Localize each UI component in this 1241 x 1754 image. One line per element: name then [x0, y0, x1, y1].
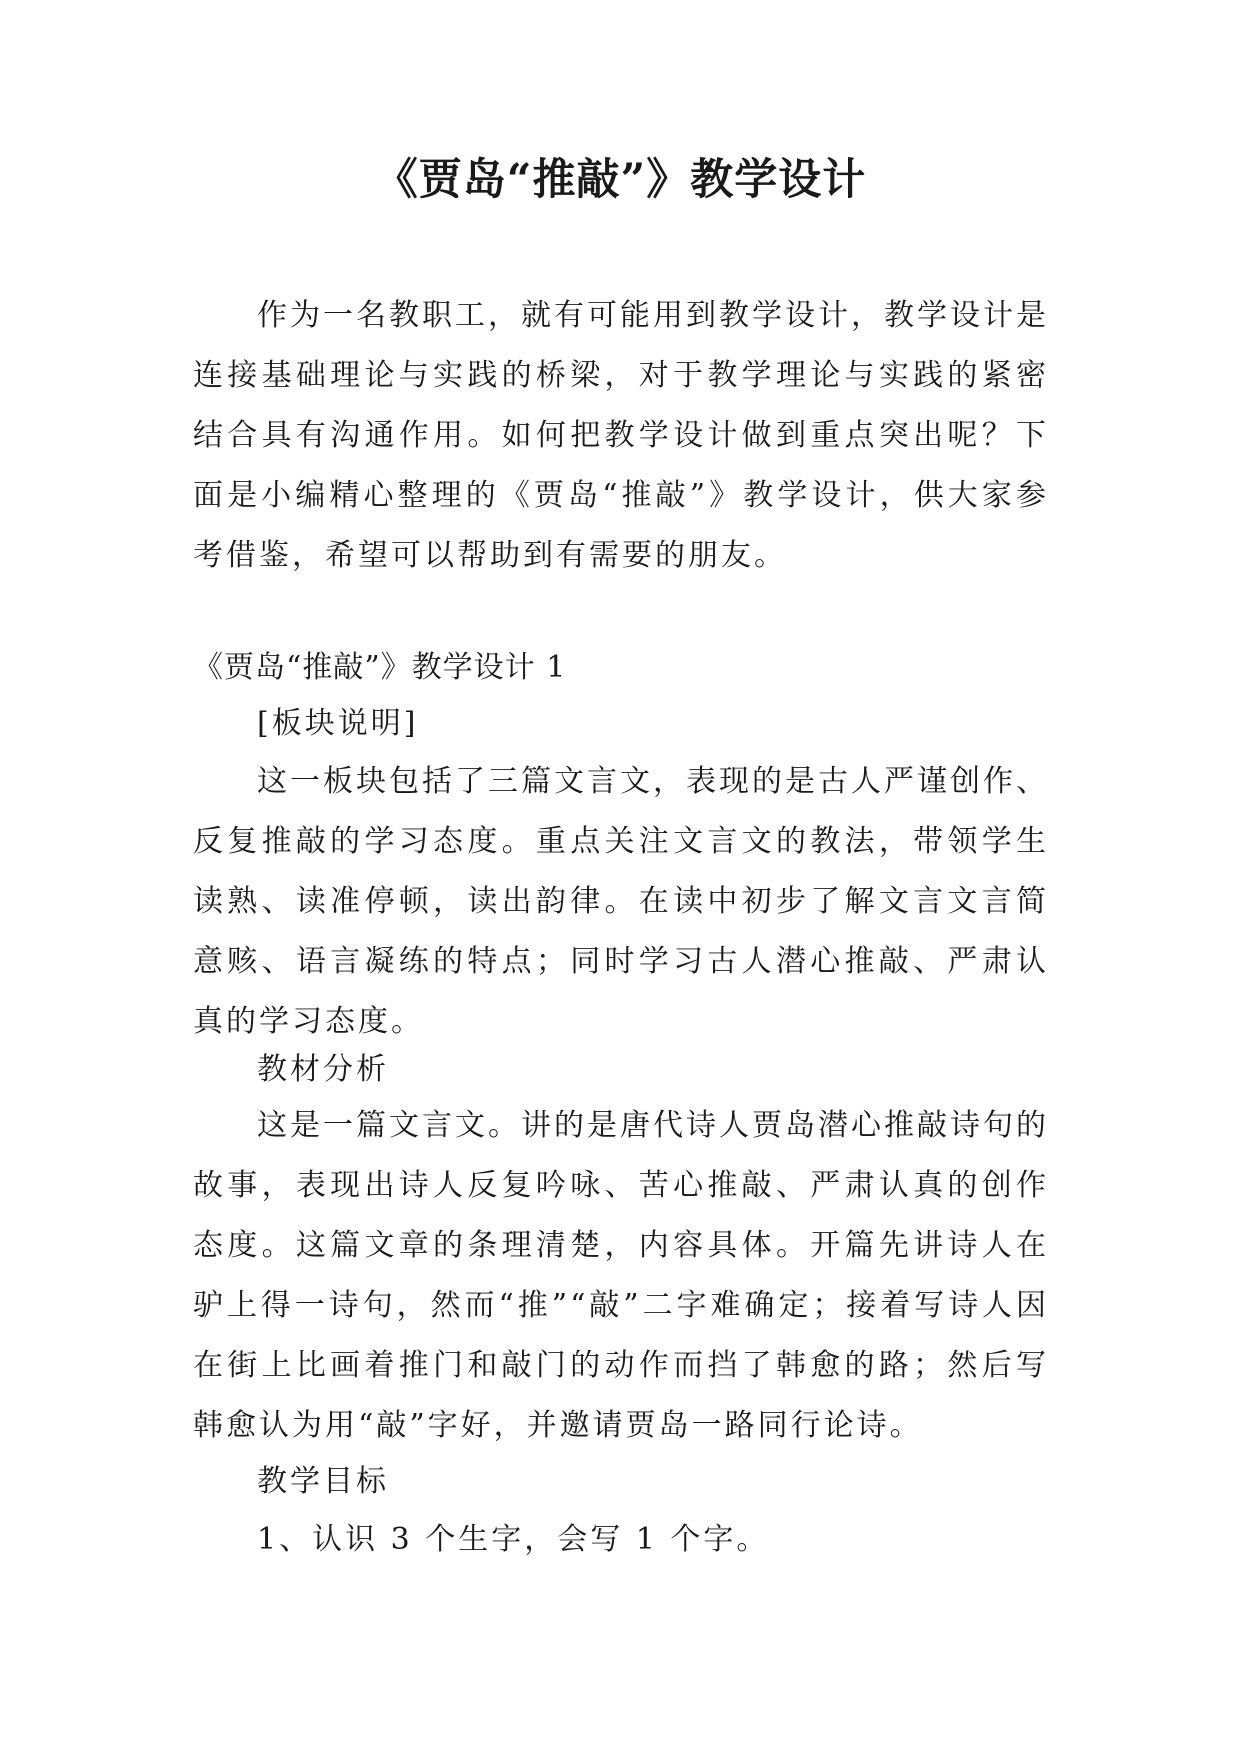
- intro-paragraph: 作为一名教职工，就有可能用到教学设计，教学设计是连接基础理论与实践的桥梁，对于教学理论与实践的紧密结合具有沟通作用。如何把教学设计做到重点突出呢？下面是小编精心整理的《贾岛“推敲”》教学设计，供大家参考借鉴，希望可以帮助到有需要的朋友。: [193, 298, 1049, 573]
- goal-item-1: 1、认识 3 个生字，会写 1 个字。: [257, 1522, 770, 1557]
- document-title: 《贾岛“推敲”》教学设计: [374, 155, 867, 205]
- block-description-paragraph: 这一板块包括了三篇文言文，表现的是古人严谨创作、反复推敲的学习态度。重点关注文言文的教法，带领学生读熟、读准停顿，读出韵律。在读中初步了解文言文言简意赅、语言凝练的特点；同时学习古人潜心推敲、严肃认真的学习态度。: [193, 764, 1049, 1039]
- goals-heading: 教学目标: [257, 1464, 389, 1499]
- analysis-paragraph: 这是一篇文言文。讲的是唐代诗人贾岛潜心推敲诗句的故事，表现出诗人反复吟咏、苦心推敲、严肃认真的创作态度。这篇文章的条理清楚，内容具体。开篇先讲诗人在驴上得一诗句，然而“推”“敲”二字难确定；接着写诗人因在街上比画着推门和敲门的动作而挡了韩愈的路；然后写韩愈认为用“敲”字好，并邀请贾岛一路同行论诗。: [193, 1108, 1049, 1443]
- section-title: 《贾岛“推敲”》教学设计 1: [193, 650, 567, 685]
- analysis-heading: 教材分析: [257, 1052, 389, 1087]
- block-heading: [板块说明]: [257, 706, 419, 741]
